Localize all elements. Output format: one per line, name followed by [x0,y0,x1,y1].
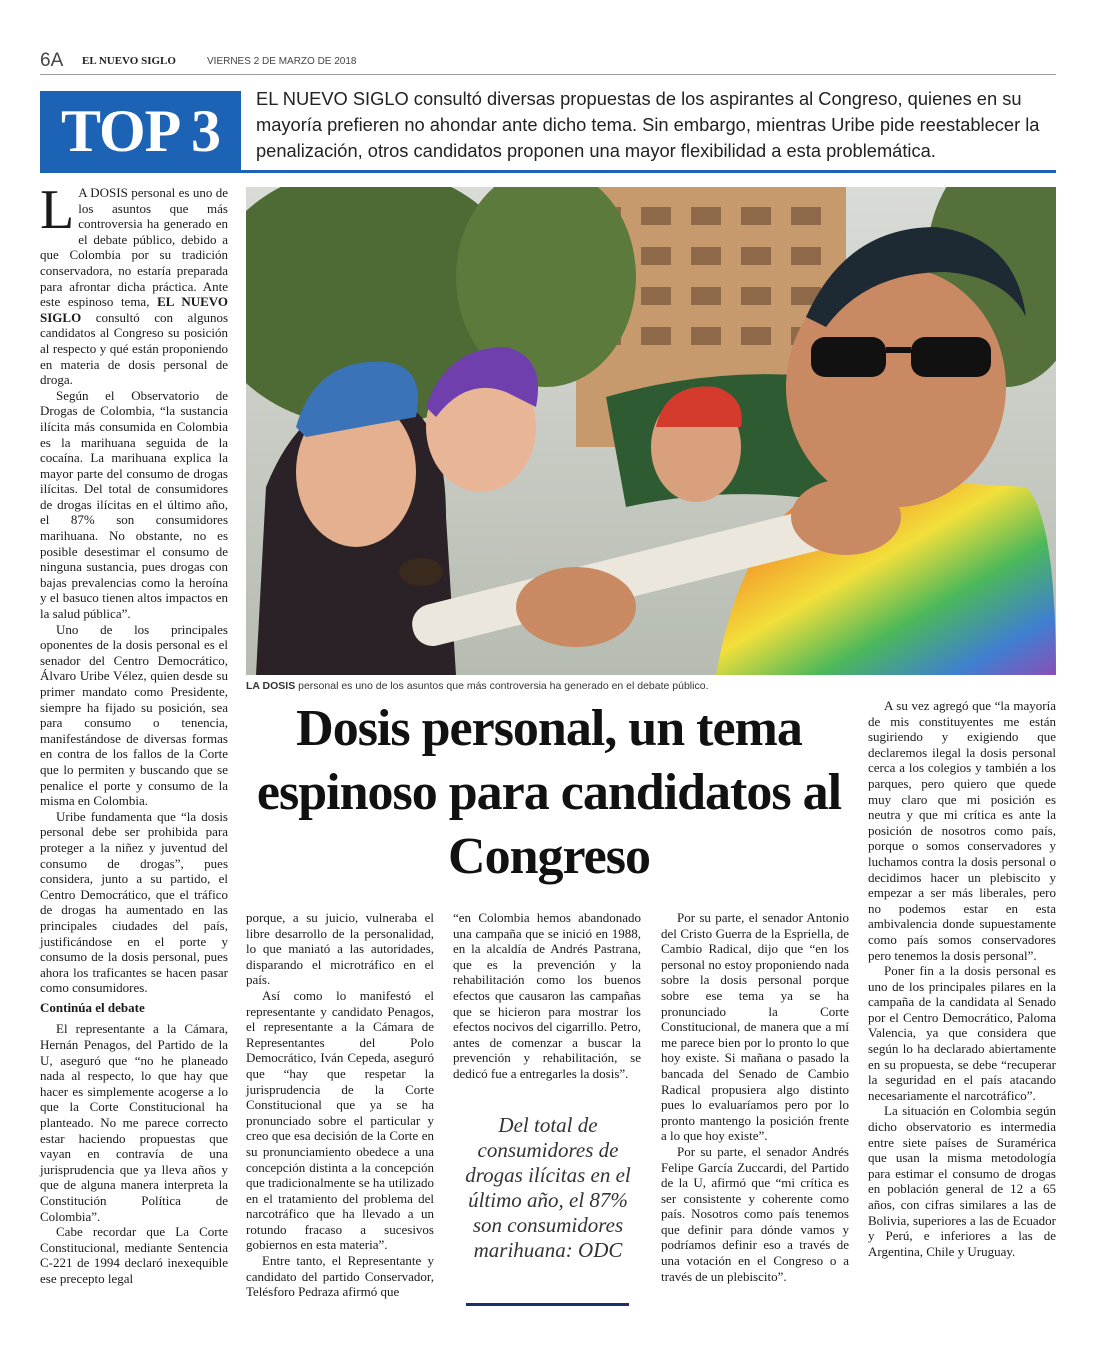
article-photo [246,187,1056,675]
paragraph: Entre tanto, el Representante y candidato del partido Conservador, Telésforo Pedraza afirmó que [246,1253,434,1300]
paragraph: Por su parte, el senador Antonio del Cristo Guerra de la Espriella, de Cambio Radical, dijo que “en los personal no estoy proponiendo nada sobre la dosis personal porque sobre ese tema ya se ha pronunciado la Corte Constitucional, de manera que a mí me parece bien por lo pronto lo que hoy existe. Si mañana o pasado la bancada del Senado de Cambio Radical propusiera algo distinto pues lo evaluaríamos pero por lo pronto mantengo la posición frente a lo que hoy existe”. [661,910,849,1144]
paragraph: Cabe recordar que La Corte Constitucional, mediante Sentencia C-221 de 1994 declaró inexequible ese precepto legal [40,1224,228,1286]
caption-text: personal es uno de los asuntos que más controversia ha generado en el debate público. [295,680,709,692]
paragraph: porque, a su juicio, vulneraba el libre desarrollo de la personalidad, lo que maniató a las autoridades, disparando el microtráfico en el país. [246,910,434,988]
photo-illustration [246,187,1056,675]
lead-paragraph: L A DOSIS personal es uno de los asuntos que más controversia ha generado en el debate público, debido a que Colombia por su tradición conservadora, no estaría preparada para afrontar dicha práctica. Ante este espinoso tema, EL NUEVO SIGLO consultó con algunos candidatos al Congreso su posición al respecto y qué están proponiendo en materia de dosis personal de droga. [40,179,229,388]
drop-cap: L [40,179,75,241]
paragraph: Según el Observatorio de Drogas de Colombia, “la sustancia ilícita más consumida en Colombia es la marihuana seguida de la cocaína. La marihuana explica la mayor parte del consumo de drogas ilícitas. Del total de consumidores de drogas ilícitas en el último año, el 87% son consumidores marihuana. No obstante, no es posible desestimar el consumo de ninguna sustancia, pues drogas con bajas prevalencias como la heroína y el basuco tienen altos impactos en la salud pública”. [40,387,228,622]
paragraph: La situación en Colombia según dicho observatorio es intermedia entre siete países de Suramérica que usan la misma metodología para estimar el consumo de drogas en población general de 12 a 65 años, con cifras similares a las de Bolivia, superiores a las de Ecuador y Perú, e inferiores a las de Argentina, Chile y Uruguay. [868,1103,1056,1259]
intro-deck: EL NUEVO SIGLO consultó diversas propuestas de los aspirantes al Congreso, quienes en su mayoría prefieren no ahondar ante dicho tema. Sin embargo, mientras Uribe pide reestablecer la penalización, otros candidatos proponen una mayor flexibilidad a esta problemática. [256,88,1040,161]
paragraph: Uno de los principales oponentes de la dosis personal es el senador del Centro Democrático, Álvaro Uribe Vélez, quien desde su primer mandato como Presidente, siempre ha fijado su posición, sea para consumo o tenencia, manifestándose de diversas formas en contra de los fallos de la Corte que lo permiten y buscando que se penalice el porte y consumo de la misma en Colombia. [40,621,228,809]
caption-lead: LA DOSIS [246,680,296,692]
brand-mention: EL NUEVO SIGLO [40,294,229,325]
subheading: Continúa el debate [40,999,145,1015]
intro-divider [40,170,1056,173]
issue-date: VIERNES 2 DE MARZO DE 2018 [207,56,357,67]
headline: Dosis personal, un tema espinoso para candidatos al Congreso [256,700,842,885]
article-column-1 [40,179,229,1287]
paragraph: Por su parte, el senador Andrés Felipe García Zuccardi, del Partido de la U, afirmó que “mi crítica es ser consistente y coherente como país. Nosotros como país tenemos que definir para dónde vamos y podríamos definir eso a través de una votación en el Congreso o a través de un plebiscito”. [661,1143,849,1284]
publication-name: EL NUEVO SIGLO [82,55,176,67]
article-column-2 [246,910,434,1300]
section-tag-top3: TOP 3 [40,91,241,171]
article-column-3 [453,910,641,1082]
article-column-4 [661,910,849,1284]
paragraph: A su vez agregó que “la mayoría de mis constituyentes me están sugiriendo y exigiendo que declaremos ilegal la dosis personal cerca a los colegios y también a los parques, pero quiero que quede muy claro que mi posición es neutra y que mi crítica es ante la posición de nosotros como país, porque o somos conservadores y luchamos contra la dosis personal o decidimos hacer un plebiscito y empezar a ser más liberales, pero no podemos estar en esta ambivalencia donde supuestamente como país somos conservadores pero tenemos la dosis personal”. [868,698,1056,963]
paragraph: Uribe fundamenta que “la dosis personal debe ser prohibida para proteger a la niñez y juventud del consumo de drogas”, pues considera, junto a su partido, el Centro Democrático, que el tráfico de drogas ha aumentado en las principales ciudades del país, justificándose en el porte y consumo de la dosis personal, pues ahora los traficantes se hacen pasar como consumidores. [40,808,228,996]
article-column-5 [868,698,1056,1259]
paragraph: Poner fin a la dosis personal es uno de los principales pilares en la campaña de la candidata al Senado por el Centro Democrático, Paloma Valencia, ya que considera que según lo ha declarado abiertamente en su propuesta, se debe “recuperar la seguridad en el país atacando necesariamente el narcotráfico”. [868,963,1056,1103]
photo-caption [246,680,1056,692]
pull-quote-rule [466,1303,629,1306]
pull-quote: Del total de consumidores de drogas ilícitas en el último año, el 87% son consumidores marihuana: ODC [465,1113,631,1262]
page-folio [40,50,1056,75]
paragraph: Así como lo manifestó el representante y candidato Penagos, el representante a la Cámara de Representantes del Polo Democrático, Iván Cepeda, aseguró que “hay que respetar la jurisprudencia de la Corte Constitucional que ya se ha pronunciado sobre el particular y creo que esa decisión de la Corte en su pronunciamiento obedece a una concepción distinta a la concepción que tradicionalmente se ha utilizado en el tratamiento del problema del narcotráfico que ha llevado a un rotundo fracaso a sucesivos gobiernos en esta materia”. [246,987,434,1253]
page-number: 6A [40,50,64,71]
paragraph: “en Colombia hemos abandonado una campaña que se inició en 1988, en la alcaldía de Andrés Pastrana, que es la prevención y la rehabilitación como los buenos efectos que causaron las campañas que se hicieron para mostrar los efectos nocivos del cigarrillo. Petro, antes de comenzar a buscar la prevención y rehabilitación, se dedicó fue a entregarles la dosis”. [453,910,641,1081]
paragraph: El representante a la Cámara, Hernán Penagos, del Partido de la U, aseguró que “no he planeado nada al respecto, lo que hay que hacer es simplemente acogerse a lo que la Corte Constitucional ha planteado. No me parece correcto estar haciendo propuestas que vayan en contravía de una jurisprudencia que ya lleva años y que de alguna manera interpreta la Constitución Política de Colombia”. [40,1021,228,1224]
